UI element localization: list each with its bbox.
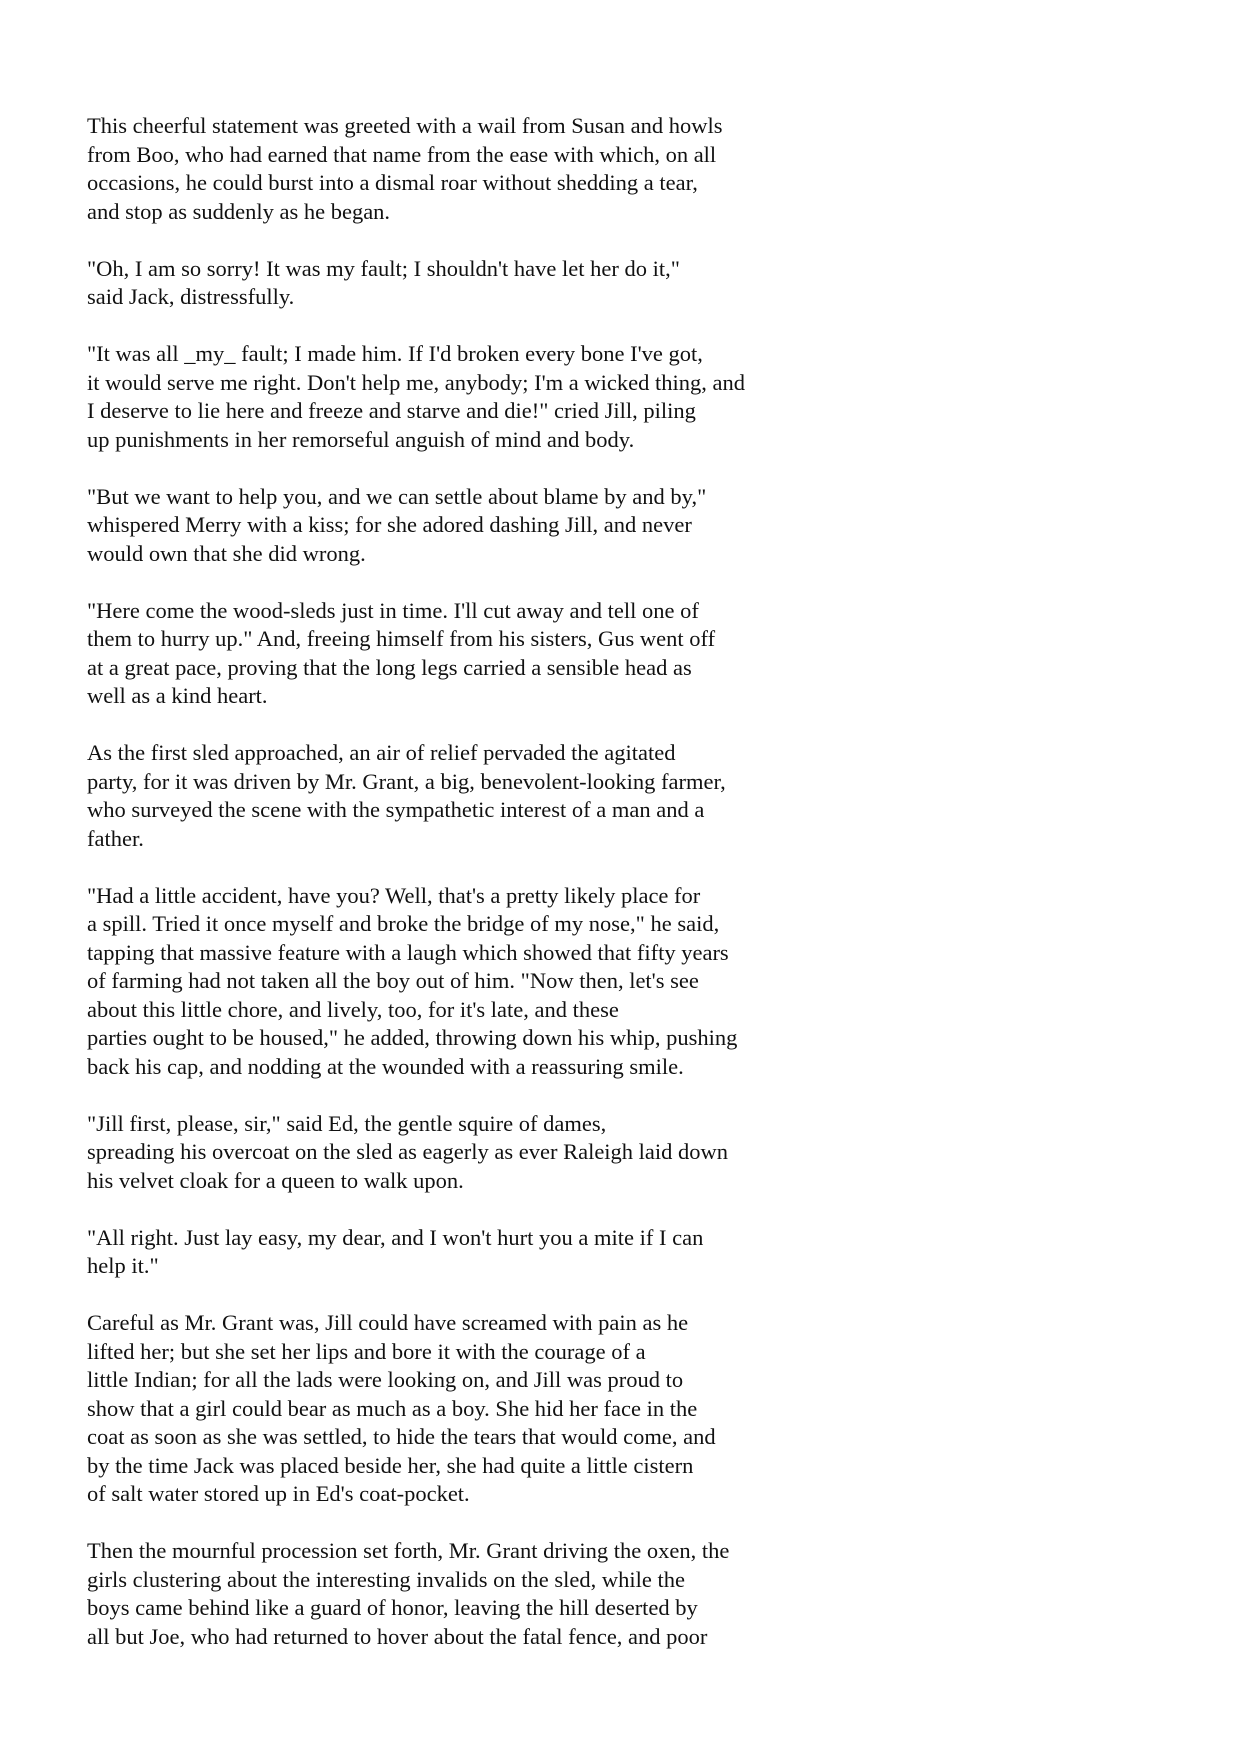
text-line: would own that she did wrong. [87, 540, 366, 566]
paragraph [87, 1224, 1207, 1281]
text-line: I deserve to lie here and freeze and starve and die!" cried Jill, piling [87, 398, 696, 423]
paragraph [87, 483, 1207, 569]
text-line: of salt water stored up in Ed's coat-pocket. [87, 1481, 470, 1506]
paragraph [87, 1110, 1207, 1196]
text-line: who surveyed the scene with the sympathetic interest of a man and a [87, 797, 705, 822]
text-line: This cheerful statement was greeted with a wail from Susan and howls [87, 113, 723, 138]
text-line: "Had a little accident, have you? Well, that's a pretty likely place for [87, 882, 701, 908]
text-line: said Jack, distressfully. [87, 284, 295, 309]
text-line: little Indian; for all the lads were looking on, and Jill was proud to [87, 1367, 684, 1392]
text-line: and stop as suddenly as he began. [87, 198, 391, 224]
text-line: show that a girl could bear as much as a boy. She hid her face in the [87, 1395, 698, 1421]
text-line: about this little chore, and lively, too, for it's late, and these [87, 996, 619, 1022]
paragraph [87, 1537, 1207, 1651]
text-line: "Oh, I am so sorry! It was my fault; I shouldn't have let her do it," [87, 255, 680, 281]
text-line: it would serve me right. Don't help me, anybody; I'm a wicked thing, and [87, 369, 745, 395]
document-page [87, 112, 1207, 1680]
paragraph [87, 340, 1207, 454]
text-line: girls clustering about the interesting invalids on the sled, while the [87, 1566, 686, 1592]
text-line: up punishments in her remorseful anguish of mind and body. [87, 426, 635, 452]
text-line: of farming had not taken all the boy out of him. "Now then, let's see [87, 968, 699, 993]
text-line: "Here come the wood-sleds just in time. I'll cut away and tell one of [87, 597, 699, 623]
text-line: As the first sled approached, an air of relief pervaded the agitated [87, 740, 676, 765]
text-line: occasions, he could burst into a dismal roar without shedding a tear, [87, 170, 698, 195]
text-line: back his cap, and nodding at the wounded with a reassuring smile. [87, 1053, 684, 1079]
text-line: spreading his overcoat on the sled as eagerly as ever Raleigh laid down [87, 1139, 729, 1164]
paragraph [87, 882, 1207, 1082]
text-line: a spill. Tried it once myself and broke the bridge of my nose," he said, [87, 911, 720, 936]
text-line: Careful as Mr. Grant was, Jill could have screamed with pain as he [87, 1310, 689, 1335]
text-line: coat as soon as she was settled, to hide the tears that would come, and [87, 1424, 716, 1449]
text-line: lifted her; but she set her lips and bore it with the courage of a [87, 1338, 646, 1364]
text-line: well as a kind heart. [87, 683, 268, 708]
text-line: tapping that massive feature with a laugh which showed that fifty years [87, 939, 729, 965]
text-line: by the time Jack was placed beside her, she had quite a little cistern [87, 1452, 694, 1478]
text-line: "It was all _my_ fault; I made him. If I'd broken every bone I've got, [87, 341, 703, 366]
paragraph [87, 739, 1207, 853]
text-line: "All right. Just lay easy, my dear, and I won't hurt you a mite if I can [87, 1224, 704, 1250]
paragraph [87, 1309, 1207, 1509]
text-line: party, for it was driven by Mr. Grant, a big, benevolent-looking farmer, [87, 768, 726, 794]
text-line: them to hurry up." And, freeing himself from his sisters, Gus went off [87, 626, 716, 651]
paragraph [87, 597, 1207, 711]
text-line: from Boo, who had earned that name from the ease with which, on all [87, 141, 717, 167]
text-line: at a great pace, proving that the long legs carried a sensible head as [87, 654, 692, 680]
text-line: his velvet cloak for a queen to walk upon. [87, 1167, 464, 1193]
paragraph [87, 255, 1207, 312]
text-line: parties ought to be housed," he added, throwing down his whip, pushing [87, 1025, 738, 1050]
text-line: all but Joe, who had returned to hover about the fatal fence, and poor [87, 1623, 708, 1649]
text-line: whispered Merry with a kiss; for she adored dashing Jill, and never [87, 512, 692, 537]
text-line: boys came behind like a guard of honor, leaving the hill deserted by [87, 1595, 698, 1620]
text-line: "Jill first, please, sir," said Ed, the gentle squire of dames, [87, 1110, 607, 1136]
text-line: help it." [87, 1253, 159, 1278]
text-line: "But we want to help you, and we can settle about blame by and by," [87, 483, 707, 509]
text-line: Then the mournful procession set forth, Mr. Grant driving the oxen, the [87, 1538, 730, 1563]
paragraph [87, 112, 1207, 226]
text-line: father. [87, 825, 144, 851]
